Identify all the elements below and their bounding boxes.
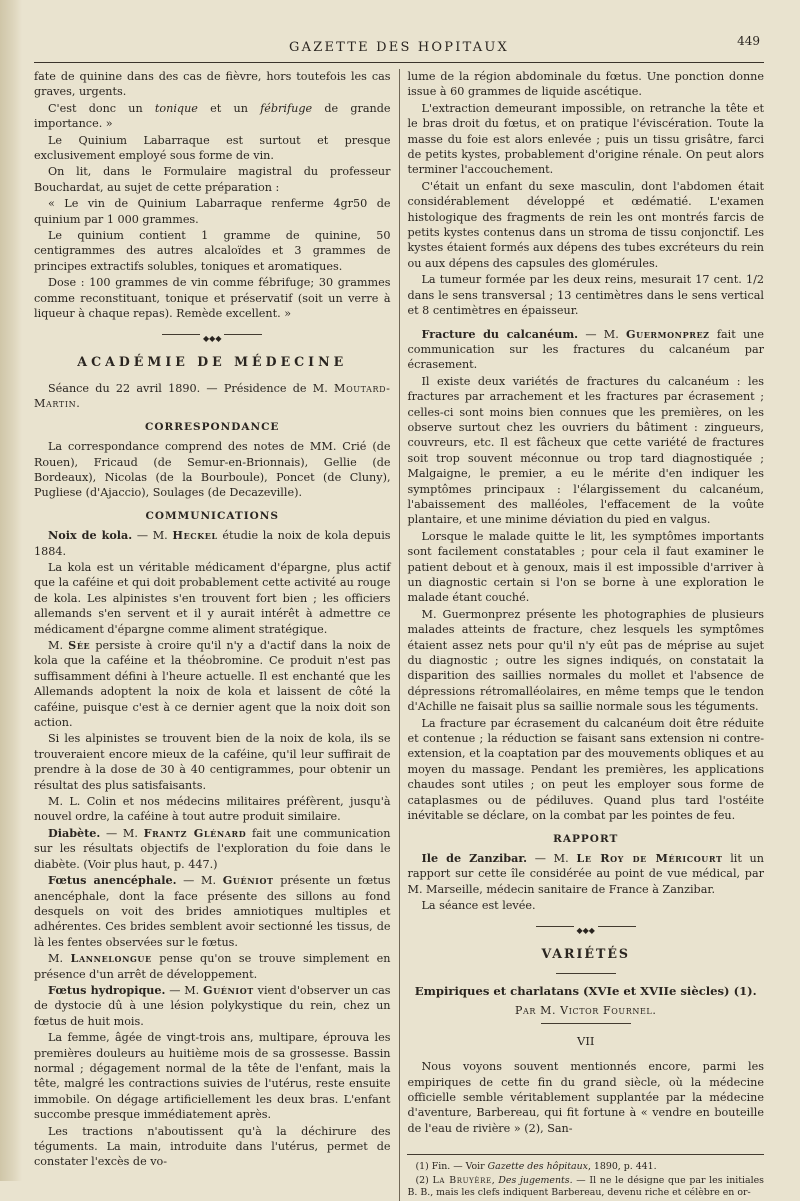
paragraph: La séance est levée.	[421, 899, 536, 913]
paragraph: La kola est un véritable médicament d'épargne, plus actif que la caféine et qui doit probablement cette activité au rouge de kola. Les alpinistes s'en trouvent fort bien ; les officiers allemands s'en servent et il y aurait intérêt à admettre ce médicament d'épargne comme aliment stratégique.	[34, 560, 391, 636]
entry-diabete: Diabète. — M. Frantz Glénard fait une communication sur les résultats objectifs de l'exploration du foie dans le diabète. (Voir plus haut, p. 447.)	[34, 825, 391, 871]
paragraph: La fracture par écrasement du calcanéum doit être réduite et contenue ; la réduction se faisant sans extension ni contre-extension, et la coaptation par des mouvements obliques et au moyen du massage. Pendant les premières, les applications chaudes sont utiles ; on peut les employer sous forme de cataplasmes ou de pédiluves. Quand plus tard l'ostéite inévitable se déclare, on la combat par les pointes de feu.	[407, 716, 764, 823]
footnote: (1) Fin. — Voir Gazette des hôpitaux, 1890, p. 441.	[415, 1161, 657, 1173]
paragraph: Les tractions n'aboutissent qu'à la déchirure des téguments. La main, introduite dans l'utérus, permet de constater l'excès de vo-	[34, 1124, 391, 1169]
entry-kola: Noix de kola. — M. Heckel étudie la noix de kola depuis 1884.	[34, 528, 391, 558]
paragraph: lume de la région abdominale du fœtus. Une ponction donne issue à 60 grammes de liquide ascétique.	[407, 70, 764, 99]
paragraph: M. Lannelongue pense qu'on se trouve simplement en présence d'un arrêt de développement.	[34, 951, 391, 981]
two-column-body	[34, 69, 764, 1201]
paragraph: M. L. Colin et nos médecins militaires préfèrent, jusqu'à nouvel ordre, la caféine à tout autre produit similaire.	[34, 795, 391, 824]
entry-foetus-hydropique: Fœtus hydropique. — M. Guéniot vient d'observer un cas de dystocie dû à une lésion polykystique du rein, chez un fœtus de huit mois.	[34, 982, 391, 1028]
entry-foetus-anencephale: Fœtus anencéphale. — M. Guéniot présente un fœtus anencéphale, dont la face présente des sillons au fond desquels on voit des brides amniotiques multiples et adhérentes. Ces brides semblent avoir sectionné les tissus, de là les fentes observées sur le fœtus.	[34, 873, 391, 949]
journal-title: GAZETTE DES HOPITAUX	[289, 40, 509, 55]
subsection-heading: COMMUNICATIONS	[145, 509, 279, 522]
left-column	[34, 69, 393, 1201]
paragraph: « Le vin de Quinium Labarraque renferme 4gr50 de quinium par 1 000 grammes.	[34, 197, 391, 226]
footnotes	[407, 1154, 764, 1200]
paragraph: La femme, âgée de vingt-trois ans, multipare, éprouva les premières douleurs au huitième mois de sa grossesse. Bassin normal ; dégagement normal de la tête de l'enfant, mais la tête, malgré les contractions suivies de l'utérus, reste ensuite immobile. On dégage artificiellement les deux bras. L'enfant succombe presque immédiatement après.	[34, 1031, 391, 1122]
section-ornament: ◆◆◆	[34, 330, 391, 338]
paragraph: C'était un enfant du sexe masculin, dont l'abdomen était considérablement développé et œdématié. L'examen histologique des fragments de rein les ont montrés farcis de petits kystes contenus dans un stroma de tissu conjonctif. Les kystes étaient formés aux dépens des tubes excréteurs du rein ou aux dépens des capsules des glomérules.	[407, 179, 764, 270]
entry-fracture: Fracture du calcanéum. — M. Guermonprez fait une communication sur les fractures du calcanéum par écrasement.	[407, 326, 764, 372]
newspaper-page	[34, 34, 764, 1199]
paragraph: La tumeur formée par les deux reins, mesurait 17 cent. 1/2 dans le sens transversal ; 13 centimètres dans le sens vertical et 8 centimètres en épaisseur.	[407, 273, 764, 318]
short-rule	[556, 973, 616, 974]
footnote: (2) La Bruyère, Des jugements. — Il ne le désigne que par les initiales B. B., mais les clefs indiquent Barbereau, devenu riche et célèbre en or-	[407, 1174, 764, 1199]
article-title: Empiriques et charlatans (XVIe et XVIIe siècles) (1).	[414, 983, 757, 998]
right-column	[405, 69, 764, 1201]
paragraph: M. Sée persiste à croire qu'il n'y a d'actif dans la noix de kola que la caféine et la théobromine. Ce produit n'est pas suffisamment défini à l'heure actuelle. Il est enchanté que les Allemands adoptent la noix de kola et laissent de côté la caféine, puisque c'est à ce dernier agent que la noix doit son action.	[34, 638, 391, 730]
subsection-heading: RAPPORT	[553, 832, 619, 845]
paragraph: La correspondance comprend des notes de MM. Crié (de Rouen), Fricaud (de Semur-en-Brionnais), Gellie (de Bordeaux), Nicolas (de la Bourboule), Poncet (de Cluny), Pugliese (d'Ajaccio), Soulages (de Decazeville).	[34, 440, 391, 500]
page-header	[34, 34, 764, 58]
paragraph: Le Quinium Labarraque est surtout et presque exclusivement employé sous forme de vin.	[34, 133, 391, 163]
short-rule	[541, 1023, 631, 1024]
paragraph: Il existe deux variétés de fractures du calcanéum : les fractures par arrachement et les fractures par écrasement ; celles-ci sont moins bien connues que les premières, on les observe surtout chez les ouvriers du bâtiment : zingueurs, couvreurs, etc. Il est fâcheux que cette variété de fractures soit trop souvent méconnue ou trop tard diagnostiquée ; Malgaigne, le premier, a eu le mérite d'en indiquer les symptômes principaux : l'élargissement du calcanéum, l'abaissement des malléoles, l'effacement de la voûte plantaire, et une minime déviation du pied en valgus.	[407, 374, 764, 527]
paragraph: On lit, dans le Formulaire magistral du professeur Bouchardat, au sujet de cette préparation :	[34, 165, 391, 194]
seance-line: Séance du 22 avril 1890. — Présidence de M. Moutard-Martin.	[34, 381, 391, 411]
section-heading: VARIÉTÉS	[541, 945, 631, 961]
paragraph: C'est donc un tonique et un fébrifuge de grande importance. »	[34, 101, 391, 131]
paragraph: Le quinium contient 1 gramme de quinine, 50 centigrammes des autres alcaloïdes et 3 grammes de principes extractifs solubles, toniques et aromatiques.	[34, 229, 391, 273]
chapter-number: VII	[577, 1033, 595, 1048]
column-divider	[399, 69, 400, 1201]
subsection-heading: CORRESPONDANCE	[145, 420, 280, 433]
entry-zanzibar: Ile de Zanzibar. — M. Le Roy de Méricourt lit un rapport sur cette île considérée au point de vue médical, par M. Marseille, médecin sanitaire de France à Zanzibar.	[407, 850, 764, 896]
header-rule	[34, 62, 764, 63]
paragraph: M. Guermonprez présente les photographies de plusieurs malades atteints de fracture, chez lesquels les symptômes étaient assez nets pour qu'il n'y eût pas de méprise au sujet du diagnostic ; outre les signes indiqués, on constatait la disparition des saillies normales du mollet et l'absence de dépressions rétromalléolaires, en même temps que le tendon d'Achille ne faisait plus sa saillie normale sous les téguments.	[407, 607, 764, 714]
paragraph: L'extraction demeurant impossible, on retranche la tête et le bras droit du fœtus, et on pratique l'éviscération. Toute la masse du foie est alors enlevée ; puis un tissu grisâtre, farci de petits kystes, probablement d'origine rénale. On peut alors terminer l'accouchement.	[407, 101, 764, 177]
section-heading: ACADÉMIE DE MÉDECINE	[77, 353, 348, 369]
paragraph: Si les alpinistes se trouvent bien de la noix de kola, ils se trouveraient encore mieux de la caféine, qu'il leur suffirait de prendre à la dose de 30 à 40 centigrammes, pour obtenir un résultat des plus satisfaisants.	[34, 732, 391, 792]
paragraph: Lorsque le malade quitte le lit, les symptômes importants sont facilement constatables ; pour cela il faut examiner le patient debout et à genoux, mais il est impossible d'arriver à un diagnostic certain si l'on se borne à une exploration le malade étant couché.	[407, 529, 764, 605]
paragraph: Nous voyons souvent mentionnés encore, parmi les empiriques de cette fin du grand siècle, où la médecine officielle semble véritablement supplantée par la médecine d'aventure, Barbereau, qui fit fortune à « vendre en bouteille de l'eau de rivière » (2), San-	[407, 1060, 764, 1135]
article-byline: Par M. Victor Fournel.	[515, 1004, 657, 1018]
page-binding-shadow	[0, 0, 22, 1181]
paragraph: Dose : 100 grammes de vin comme fébrifuge; 30 grammes comme reconstituant, tonique et préservatif (soit un verre à liqueur à chaque repas). Remède excellent. »	[34, 276, 391, 321]
page-number: 449	[737, 34, 760, 48]
paragraph: fate de quinine dans des cas de fièvre, hors toutefois les cas graves, urgents.	[34, 70, 391, 99]
section-ornament: ◆◆◆	[407, 922, 764, 930]
